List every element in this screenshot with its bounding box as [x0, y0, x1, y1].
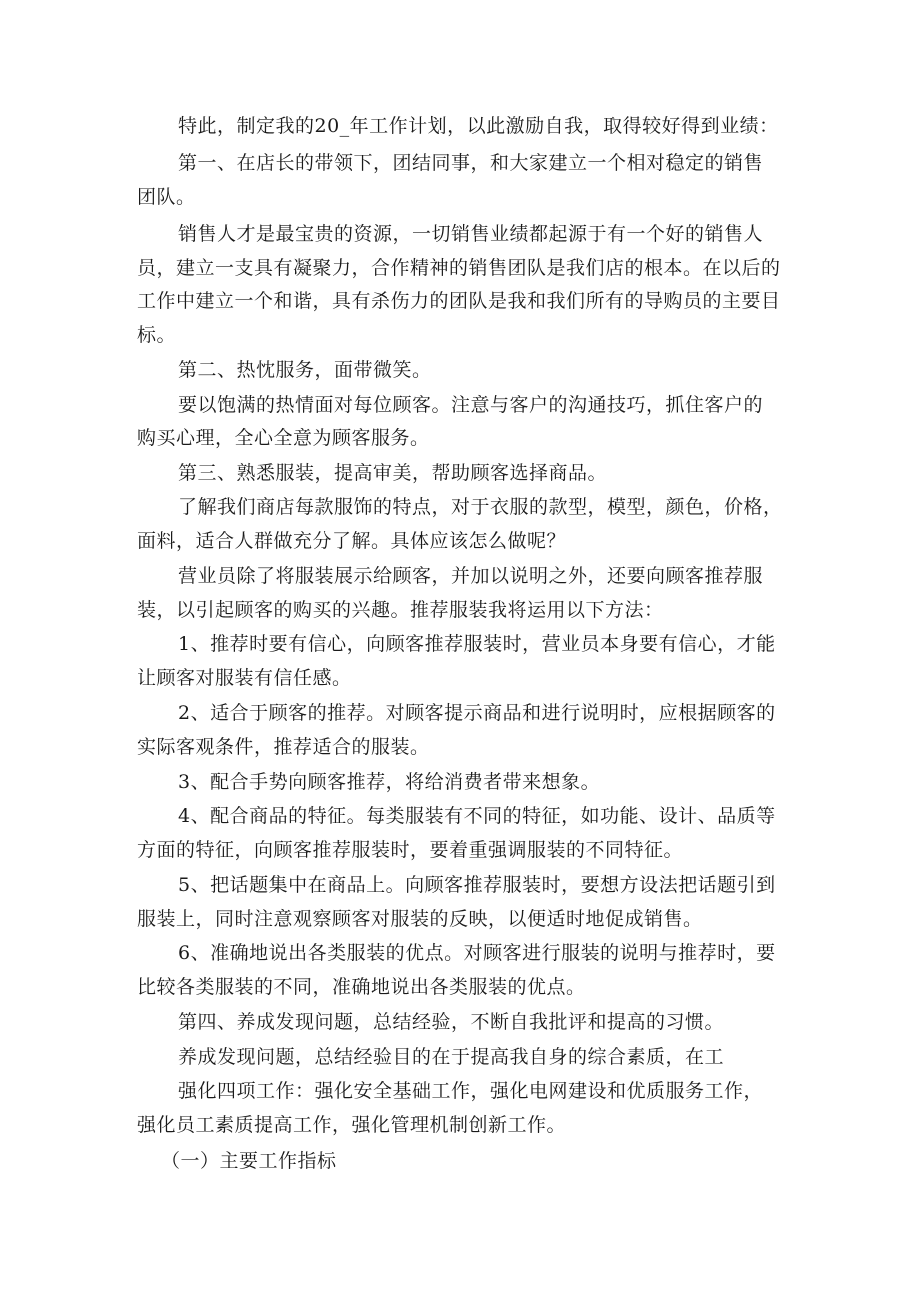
section-heading: （一）主要工作指标: [161, 1150, 337, 1172]
paragraph-line: 工作中建立一个和谐，具有杀伤力的团队是我和我们所有的导购员的主要目: [137, 290, 781, 312]
paragraph-line: 养成发现问题，总结经验目的在于提高我自身的综合素质，在工: [178, 1046, 725, 1068]
paragraph-line: 面料，适合人群做充分了解。具体应该怎么做呢？: [137, 530, 567, 552]
paragraph-line: 4、配合商品的特征。每类服装有不同的特征，如功能、设计、品质等: [178, 805, 776, 827]
paragraph-line: 3、配合手势向顾客推荐，将给消费者带来想象。: [178, 771, 601, 793]
paragraph-line: 员，建立一支具有凝聚力，合作精神的销售团队是我们店的根本。在以后的: [137, 257, 781, 279]
paragraph-line: 特此，制定我的20_年工作计划，以此激励自我，取得较好得到业绩：: [178, 115, 779, 137]
paragraph-line: 销售人才是最宝贵的资源，一切销售业绩都起源于有一个好的销售人: [178, 223, 764, 245]
paragraph-line: 实际客观条件，推荐适合的服装。: [137, 736, 430, 758]
paragraph-line: 营业员除了将服装展示给顾客，并加以说明之外，还要向顾客推荐服: [178, 565, 764, 587]
paragraph-line: 第一、在店长的带领下，团结同事，和大家建立一个相对稳定的销售: [178, 152, 764, 174]
paragraph-line: 团队。: [137, 186, 196, 208]
paragraph-line: 强化四项工作：强化安全基础工作，强化电网建设和优质服务工作，: [178, 1080, 764, 1102]
paragraph-line: 第二、热忱服务，面带微笑。: [178, 359, 432, 381]
paragraph-line: 强化员工素质提高工作，强化管理机制创新工作。: [137, 1114, 567, 1136]
paragraph-line: 让顾客对服装有信任感。: [137, 667, 352, 689]
paragraph-line: 方面的特征，向顾客推荐服装时，要着重强调服装的不同特征。: [137, 839, 684, 861]
paragraph-line: 标。: [137, 324, 177, 346]
paragraph-line: 第三、熟悉服装，提高审美，帮助顾客选择商品。: [178, 462, 608, 484]
paragraph-line: 要以饱满的热情面对每位顾客。注意与客户的沟通技巧，抓住客户的: [178, 394, 764, 416]
paragraph-line: 购买心理，全心全意为顾客服务。: [137, 427, 430, 449]
paragraph-line: 服装上，同时注意观察顾客对服装的反映，以便适时地促成销售。: [137, 908, 703, 930]
paragraph-line: 1、推荐时要有信心，向顾客推荐服装时，营业员本身要有信心，才能: [178, 633, 776, 655]
paragraph-line: 5、把话题集中在商品上。向顾客推荐服装时，要想方设法把话题引到: [178, 874, 776, 896]
paragraph-line: 6、准确地说出各类服装的优点。对顾客进行服装的说明与推荐时，要: [178, 942, 776, 964]
paragraph-line: 了解我们商店每款服饰的特点，对于衣服的款型，模型，颜色，价格，: [178, 496, 783, 518]
paragraph-line: 比较各类服装的不同，准确地说出各类服装的优点。: [137, 976, 586, 998]
paragraph-line: 2、适合于顾客的推荐。对顾客提示商品和进行说明时，应根据顾客的: [178, 702, 776, 724]
paragraph-line: 装，以引起顾客的购买的兴趣。推荐服装我将运用以下方法：: [137, 599, 664, 621]
paragraph-line: 第四、养成发现问题，总结经验，不断自我批评和提高的习惯。: [178, 1011, 725, 1033]
